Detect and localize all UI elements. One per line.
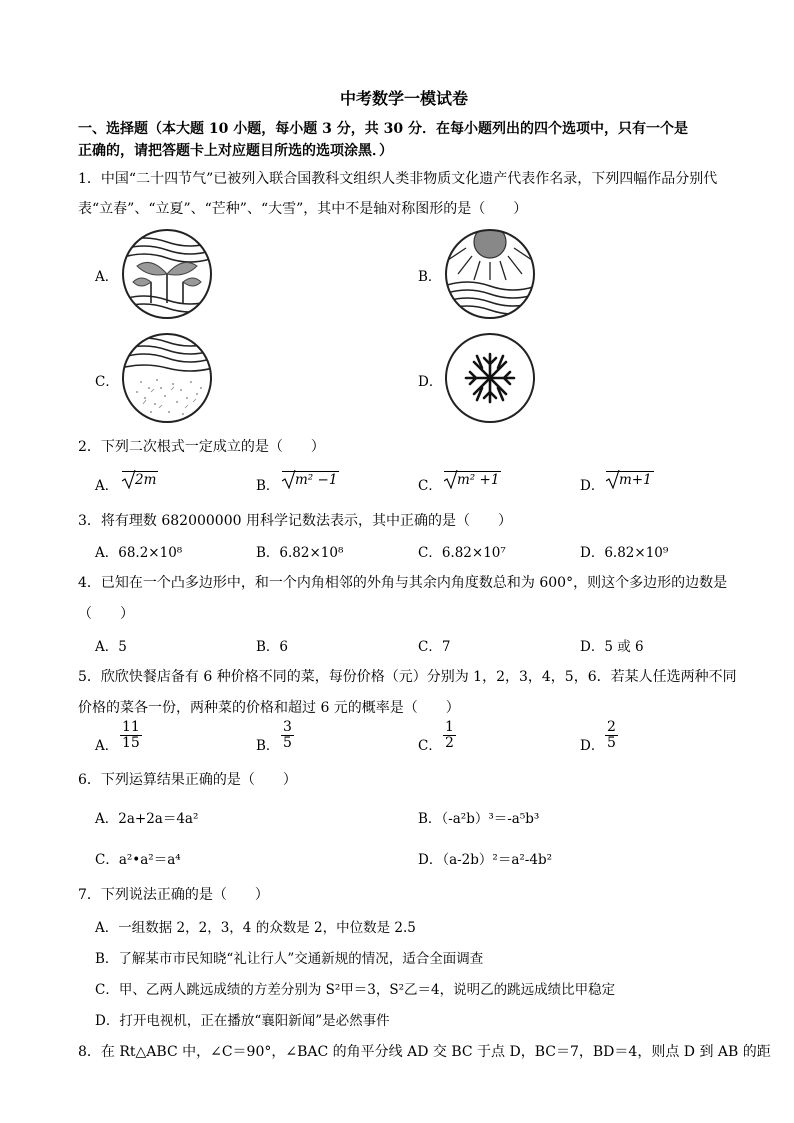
q3-option-c: C．6.82×10⁷ <box>418 545 506 561</box>
q2-option-d-label: D． <box>580 478 605 494</box>
q3-option-b: B．6.82×10⁸ <box>256 545 344 561</box>
q3-option-a: A．68.2×10⁸ <box>95 545 183 561</box>
q6-option-d: D．（a-2b）²＝a²-4b² <box>418 852 552 868</box>
q6-option-c: C．a²•a²＝a⁴ <box>95 852 181 868</box>
q1-stem-line2: 表“立春”、“立夏”、“芒种”、“大雪”，其中不是轴对称图形的是（ ） <box>78 201 528 217</box>
q5-option-d-denominator: 5 <box>607 734 616 751</box>
q5-option-c-fraction <box>443 720 456 750</box>
q6-stem: 6．下列运算结果正确的是（ ） <box>78 772 297 788</box>
q4-stem-line1: 4．已知在一个凸多边形中，和一个内角相邻的外角与其余内角度数总和为 600°，则这个多边形的边数是 <box>78 575 728 591</box>
q7-stem: 7．下列说法正确的是（ ） <box>78 887 269 903</box>
q7-option-c: C．甲、乙两人跳远成绩的方差分别为 S²甲＝3，S²乙＝4，说明乙的跳远成绩比甲稳定 <box>95 982 616 998</box>
q2-option-b-radical <box>282 471 339 488</box>
q5-option-d-numerator: 2 <box>607 719 616 735</box>
q1-option-d-label: D． <box>418 374 443 390</box>
q5-option-c-label: C． <box>418 738 442 754</box>
q2-option-d-radicand: m+1 <box>606 471 654 488</box>
section-heading-line1: 一、选择题（本大题 10 小题，每小题 3 分，共 30 分．在每小题列出的四个选项中，只有一个是 <box>78 121 688 137</box>
q5-option-a-denominator: 15 <box>122 734 140 751</box>
q5-stem-line2: 价格的菜各一份，两种菜的价格和超过 6 元的概率是（ ） <box>78 700 460 716</box>
q1-option-a-label: A． <box>95 269 119 285</box>
q4-option-b: B．6 <box>256 639 289 655</box>
q1-stem-line1: 1．中国“二十四节气”已被列入联合国教科文组织人类非物质文化遗产代表作名录，下列四幅作品分别代 <box>78 171 718 187</box>
grain-field-image <box>121 332 213 424</box>
section-heading-line2: 正确的，请把答题卡上对应题目所选的选项涂黑．） <box>78 143 393 159</box>
q5-option-a-fraction <box>120 720 142 750</box>
q2-option-c-radicand: m² +1 <box>444 471 501 488</box>
q4-option-d: D．5 或 6 <box>580 639 644 655</box>
q5-option-c-numerator: 1 <box>445 719 454 735</box>
q4-option-c: C．7 <box>418 639 451 655</box>
q2-option-b-radicand: m² −1 <box>282 471 339 488</box>
q5-option-a-label: A． <box>95 738 119 754</box>
q2-option-d-radical <box>606 471 654 488</box>
q5-option-b-numerator: 3 <box>283 719 292 735</box>
q6-option-b: B．（-a²b）³＝-a⁵b³ <box>418 811 540 827</box>
q4-stem-line2: （ ） <box>78 606 134 622</box>
q5-option-d-fraction <box>605 720 618 750</box>
page-title: 中考数学一模试卷 <box>340 89 469 108</box>
q4-option-a: A．5 <box>95 639 127 655</box>
q2-option-a-label: A． <box>95 478 119 494</box>
q5-option-b-fraction <box>281 720 294 750</box>
q1-option-c-label: C． <box>95 374 119 390</box>
q5-option-d-label: D． <box>580 738 605 754</box>
q5-option-b-denominator: 5 <box>283 734 292 751</box>
q2-stem: 2．下列二次根式一定成立的是（ ） <box>78 439 325 455</box>
snowflake-image <box>444 332 536 424</box>
spring-sprout-image <box>121 228 213 320</box>
q2-option-b-label: B． <box>256 478 280 494</box>
q2-option-a-radicand: 2m <box>122 471 158 488</box>
q7-option-a: A．一组数据 2，2，3，4 的众数是 2，中位数是 2.5 <box>95 920 416 936</box>
q3-option-d: D．6.82×10⁹ <box>580 545 669 561</box>
q7-option-d: D．打开电视机，正在播放“襄阳新闻”是必然事件 <box>95 1013 390 1029</box>
q2-option-c-radical <box>444 471 501 488</box>
q5-option-a-numerator: 11 <box>122 719 140 735</box>
q6-option-a: A．2a+2a＝4a² <box>95 811 199 827</box>
q5-option-b-label: B． <box>256 738 280 754</box>
summer-sun-image <box>444 228 536 320</box>
q8-stem-line1: 8．在 Rt△ABC 中，∠C＝90°，∠BAC 的角平分线 AD 交 BC 于点 D，BC＝7，BD＝4，则点 D 到 AB 的距 <box>78 1044 771 1060</box>
q2-option-a-radical <box>122 471 158 488</box>
q5-stem-line1: 5．欣欣快餐店备有 6 种价格不同的菜，每份价格（元）分别为 1，2，3，4，5，6．若某人任选两种不同 <box>78 669 737 685</box>
q2-option-c-label: C． <box>418 478 442 494</box>
q3-stem: 3．将有理数 682000000 用科学记数法表示，其中正确的是（ ） <box>78 513 512 529</box>
q5-option-c-denominator: 2 <box>445 734 454 751</box>
q7-option-b: B．了解某市市民知晓“礼让行人”交通新规的情况，适合全面调查 <box>95 951 484 967</box>
q1-option-b-label: B． <box>418 269 442 285</box>
